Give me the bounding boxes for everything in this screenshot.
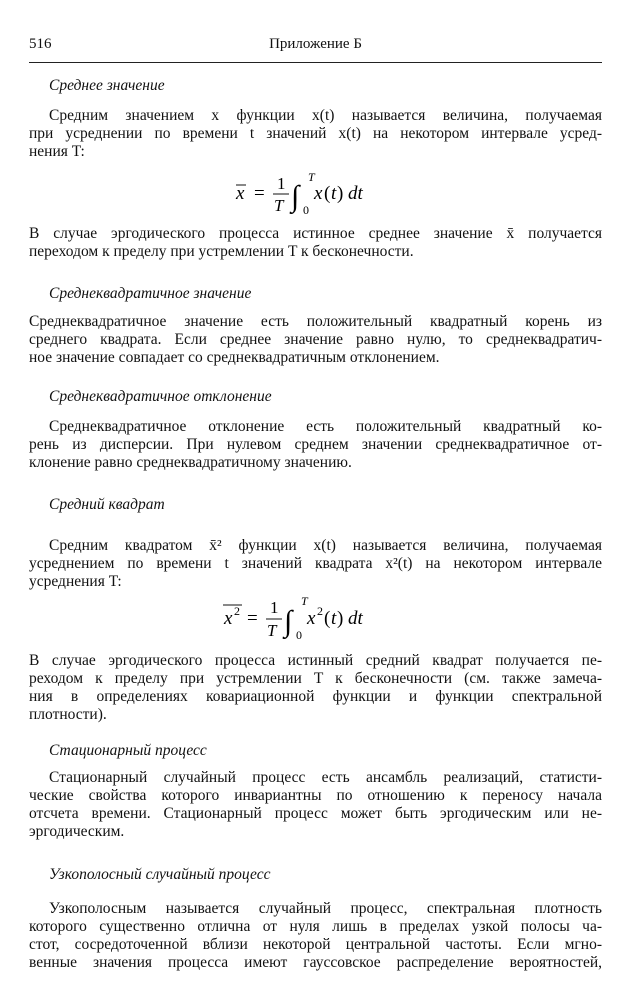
svg-text:T: T: [267, 621, 277, 640]
paragraph-mean-definition: [29, 107, 602, 161]
text-line: ческие свойства которого инвариантны по отношению к переносу начала: [29, 787, 602, 804]
text-line: венные значения процесса имеют гауссовское распределение вероятностей,: [29, 954, 602, 971]
svg-text:T: T: [308, 170, 315, 184]
svg-text:∫: ∫: [284, 605, 293, 638]
text-line: эргодическим.: [29, 823, 125, 840]
svg-text:∫: ∫: [291, 180, 300, 213]
header-rule: [29, 62, 602, 63]
formula-mean-text: x̄ = (1/T) ∫₀ᵀ x(t) dt: [400, 186, 408, 187]
svg-text:x: x: [314, 183, 323, 204]
text-line: усреднением по времени t значений квадрата x²(t) на некотором интервале: [29, 555, 602, 572]
text-line: переходом к пределу при устремлении T к бесконечности.: [29, 243, 414, 260]
svg-text:=: =: [254, 183, 265, 204]
text-line: Средним значением x функции x(t) называется величина, получаемая: [49, 107, 602, 124]
paragraph-narrowband: [29, 900, 602, 972]
text-line: Среднеквадратичное отклонение есть положительный квадратный ко-: [49, 418, 602, 435]
text-line: реходом к пределу при устремлении T к бесконечности (см. также замеча-: [29, 670, 602, 687]
text-line: ния в определениях ковариационной функции и функции спектральной: [29, 688, 602, 705]
text-line: стот, сосредоточенной вблизи некоторой центральной частоты. Если мгно-: [29, 936, 602, 953]
text-line: Среднеквадратичное значение есть положительный квадратный корень из: [29, 313, 602, 330]
section-heading-narrowband: Узкополосный случайный процесс: [49, 866, 271, 883]
svg-text:t: t: [331, 183, 337, 204]
section-heading-rms-deviation: Среднеквадратичное отклонение: [49, 388, 272, 405]
svg-text:2: 2: [317, 604, 323, 618]
svg-text:): ): [337, 608, 344, 629]
paragraph-mean-square-definition: [29, 537, 602, 591]
svg-text:T: T: [301, 594, 308, 608]
text-line: клонение равно среднеквадратичному значению.: [29, 454, 352, 471]
svg-text:dt: dt: [348, 608, 363, 629]
svg-text:): ): [337, 183, 344, 204]
formula-mean-square-text: x̄² = (1/T) ∫₀ᵀ x²(t) dt: [400, 612, 409, 613]
formula-mean-svg: [230, 168, 380, 218]
svg-text:dt: dt: [348, 183, 363, 204]
text-line: которого существенно отлична от нуля лишь в пределах узкой полосы ча-: [29, 918, 602, 935]
text-line: Узкополосным называется случайный процесс, спектральная плотность: [49, 900, 602, 917]
section-heading-rms-value: Среднеквадратичное значение: [49, 285, 252, 302]
svg-text:x: x: [236, 183, 245, 204]
svg-text:t: t: [331, 608, 337, 629]
text-line: среднего квадрата. Если среднее значение равно нулю, то среднеквадратич-: [29, 331, 602, 348]
svg-text:x: x: [224, 608, 233, 629]
svg-text:0: 0: [303, 203, 309, 217]
running-title: Приложение Б: [269, 36, 362, 52]
section-heading-stationary: Стационарный процесс: [49, 742, 207, 759]
text-line: рень из дисперсии. При нулевом среднем значении среднеквадратичное от-: [29, 436, 602, 453]
svg-text:(: (: [324, 608, 331, 629]
svg-text:(: (: [324, 183, 331, 204]
paragraph-mean-square-ergodic: [29, 652, 602, 724]
svg-text:=: =: [247, 608, 258, 629]
text-line: усреднения T:: [29, 573, 122, 590]
section-heading-mean: Среднее значение: [49, 77, 165, 94]
formula-mean-square-svg: [220, 591, 380, 643]
text-line: ное значение совпадает со среднеквадратичным отклонением.: [29, 349, 440, 366]
paragraph-rms-value: [29, 313, 602, 367]
running-head: [29, 36, 602, 58]
svg-text:T: T: [274, 196, 284, 215]
paragraph-mean-ergodic: [29, 225, 602, 261]
text-line: В случае эргодического процесса истинное среднее значение x̄ получается: [29, 225, 602, 242]
text-line: Стационарный случайный процесс есть ансамбль реализаций, статисти-: [49, 769, 602, 786]
page-number: 516: [29, 36, 52, 52]
svg-text:0: 0: [296, 628, 302, 642]
formula-mean-square: [220, 591, 380, 648]
text-line: отсчета времени. Стационарный процесс может быть эргодическим или не-: [29, 805, 602, 822]
section-heading-mean-square: Средний квадрат: [49, 496, 165, 513]
svg-text:2: 2: [234, 604, 240, 618]
paragraph-rms-deviation: [29, 418, 602, 472]
text-line: нения T:: [29, 143, 85, 160]
text-line: Средним квадратом x̄² функции x(t) называется величина, получаемая: [49, 537, 602, 554]
svg-text:x: x: [307, 608, 316, 629]
svg-text:1: 1: [270, 598, 279, 617]
text-line: плотности).: [29, 706, 107, 723]
formula-mean: [230, 168, 380, 223]
svg-text:1: 1: [277, 174, 286, 193]
paragraph-stationary: [29, 769, 602, 841]
text-line: при усреднении по времени t значений x(t) на некотором интервале усред-: [29, 125, 602, 142]
text-line: В случае эргодического процесса истинный средний квадрат получается пе-: [29, 652, 602, 669]
